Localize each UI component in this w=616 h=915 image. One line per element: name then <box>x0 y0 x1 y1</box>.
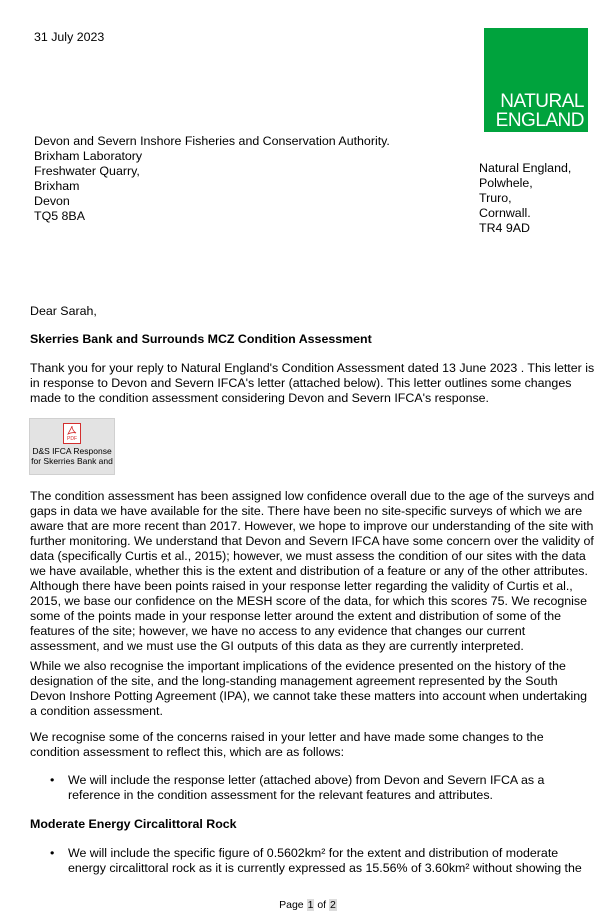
paragraph-line: We recognise some of the concerns raised in your letter and have made some changes to the <box>30 730 544 744</box>
paragraph-line: we have available, whether this is the extent and distribution of a feature or any of the other attributes. <box>30 564 588 578</box>
letter-subject: Skerries Bank and Surrounds MCZ Condition Assessment <box>30 332 372 346</box>
logo-line-2: ENGLAND <box>495 110 584 131</box>
paragraph-line: 2015, we base our confidence on the MESH score of the data, for which this scores 75. We recognise <box>30 594 587 608</box>
paragraph-intro <box>30 361 600 406</box>
natural-england-logo <box>484 28 588 132</box>
sender-line: Truro, <box>479 191 512 205</box>
paragraph-line: Thank you for your reply to Natural England's Condition Assessment dated 13 June 2023 . This letter is <box>30 361 595 375</box>
sender-line: TR4 9AD <box>479 221 530 235</box>
bullet-marker: • <box>50 846 55 860</box>
salutation: Dear Sarah, <box>30 304 97 318</box>
bullet-line: We will include the specific figure of 0.5602km² for the extent and distribution of moderate <box>68 846 559 860</box>
paragraph-line: While we also recognise the important implications of the evidence presented on the history of the <box>30 659 566 673</box>
recipient-line: Brixham Laboratory <box>34 149 143 163</box>
pdf-icon <box>63 423 81 444</box>
paragraph-line: a condition assessment. <box>30 704 163 718</box>
recipient-line: Brixham <box>34 179 80 193</box>
bullet-line: We will include the response letter (attached above) from Devon and Severn IFCA as a <box>68 773 545 787</box>
paragraph-line: in response to Devon and Severn IFCA's letter (attached below). This letter outlines some changes <box>30 376 572 390</box>
paragraph-line: Devon Inshore Potting Agreement (IPA), we cannot take these matters into account when undertaking <box>30 689 587 703</box>
bullet-marker: • <box>50 773 55 787</box>
paragraph-line: gaps in data we have available for the site. There have been no site-specific surveys of which we are <box>30 504 583 518</box>
section-heading: Moderate Energy Circalittoral Rock <box>30 817 237 831</box>
recipient-line: Devon <box>34 194 70 208</box>
paragraph-confidence <box>30 489 600 654</box>
page-label: Page <box>279 899 307 911</box>
attachment-label-line: D&S IFCA Response <box>32 446 112 456</box>
paragraph-line: designation of the site, and the long-standing management agreement represented by the South <box>30 674 558 688</box>
attachment-pdf[interactable] <box>29 418 115 475</box>
paragraph-line: aware that are more recent than 2017. However, we hope to improve our understanding of the site with <box>30 519 594 533</box>
sender-line: Natural England, <box>479 161 572 175</box>
paragraph-line: made to the condition assessment considering Devon and Severn IFCA's response. <box>30 391 490 405</box>
page-footer <box>0 898 616 913</box>
paragraph-line: data (specifically Curtis et al., 2015); however, we must assess the condition of our sites with the data <box>30 549 586 563</box>
page-of-label: of <box>314 899 330 911</box>
paragraph-line: condition assessment to reflect this, which are as follows: <box>30 745 345 759</box>
paragraph-line: The condition assessment has been assigned low confidence overall due to the age of the surveys and <box>30 489 595 503</box>
paragraph-line: some of the points made in your response letter around the extent and distribution of some of the <box>30 609 562 623</box>
paragraph-line: features of the site; however, we have no access to any evidence that changes our current <box>30 624 526 638</box>
paragraph-line: assessment, and we must use the GI outputs of this data as they are currently interpreted. <box>30 639 524 653</box>
sender-address <box>479 161 571 236</box>
recipient-line: Devon and Severn Inshore Fisheries and Conservation Authority. <box>34 134 390 148</box>
paragraph-line: further monitoring. We understand that Devon and Severn IFCA have some concern over the validity of <box>30 534 594 548</box>
paragraph-line: Although there have been points raised in your response letter regarding the validity of Curtis et al., <box>30 579 573 593</box>
sender-line: Polwhele, <box>479 176 533 190</box>
attachment-label-line: for Skerries Bank and <box>31 456 113 466</box>
paragraph-changes <box>30 730 600 760</box>
total-page-number: 2 <box>330 899 336 911</box>
sender-line: Cornwall. <box>479 206 531 220</box>
recipient-line: Freshwater Quarry, <box>34 164 140 178</box>
paragraph-history <box>30 659 600 719</box>
current-page-number: 1 <box>307 899 314 911</box>
bullet-line: energy circalittoral rock as it is currently expressed as 15.56% of 3.60km² without showing the <box>68 861 582 875</box>
bullet-line: reference in the condition assessment for the relevant features and attributes. <box>68 788 493 802</box>
letter-date: 31 July 2023 <box>34 30 105 44</box>
recipient-line: TQ5 8BA <box>34 209 85 223</box>
logo-line-1: NATURAL <box>500 91 584 112</box>
recipient-address <box>34 134 390 224</box>
